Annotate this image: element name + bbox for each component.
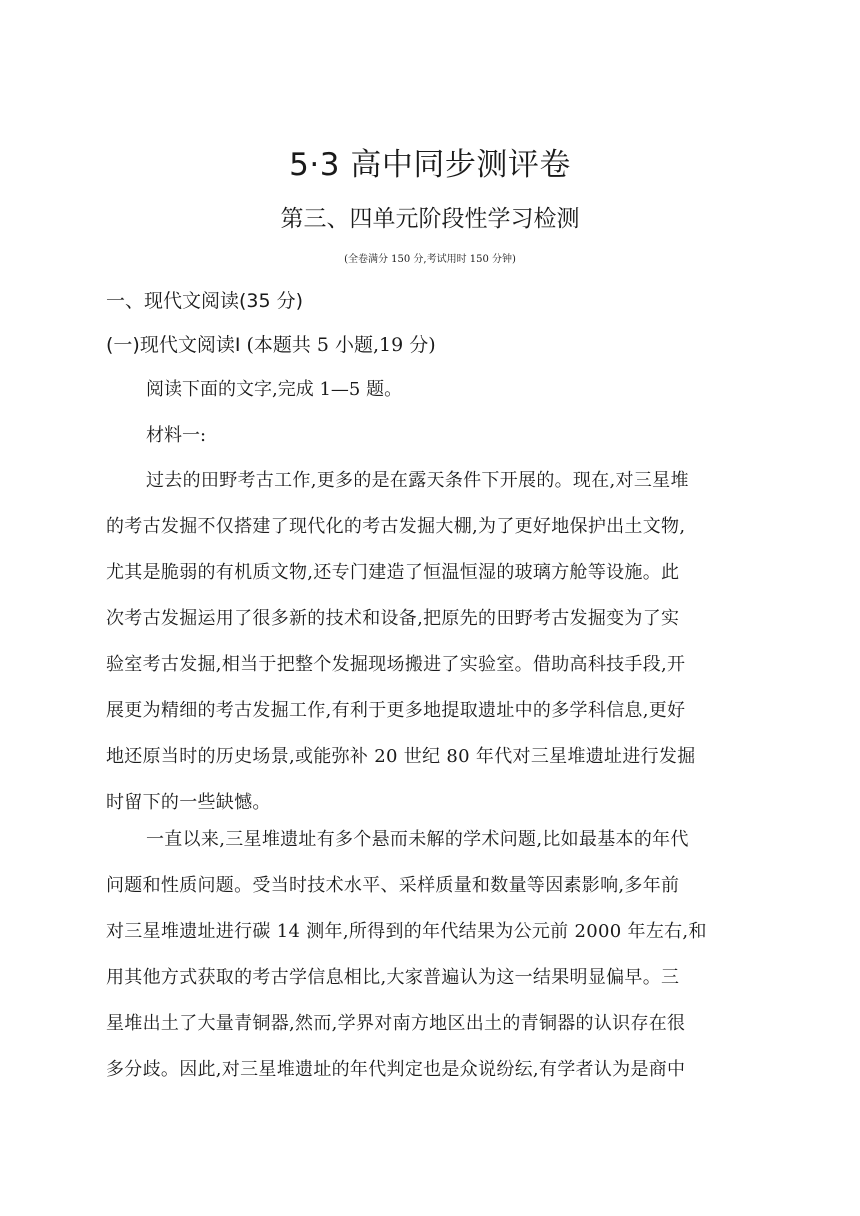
paragraph-line: 星堆出土了大量青铜器,然而,学界对南方地区出土的青铜器的认识存在很 xyxy=(106,1013,686,1034)
page-subtitle: 第三、四单元阶段性学习检测 xyxy=(280,206,580,232)
paragraph-line: 次考古发掘运用了很多新的技术和设备,把原先的田野考古发掘变为了实 xyxy=(106,608,680,629)
part-heading xyxy=(106,328,436,362)
paragraph-line: 的考古发掘不仅搭建了现代化的考古发掘大棚,为了更好地保护出土文物, xyxy=(106,516,686,537)
paragraph-line: 时留下的一些缺憾。 xyxy=(106,792,271,813)
paragraph-line: 地还原当时的历史场景,或能弥补 20 世纪 80 年代对三星堆遗址进行发掘 xyxy=(106,746,696,767)
instruction-text: 阅读下面的文字,完成 1—5 题。 xyxy=(146,379,403,400)
paragraph-line: 多分歧。因此,对三星堆遗址的年代判定也是众说纷纭,有学者认为是商中 xyxy=(106,1059,686,1080)
part-label: (一)现代文阅读Ⅰ xyxy=(106,334,241,356)
paragraph-line: 尤其是脆弱的有机质文物,还专门建造了恒温恒湿的玻璃方舱等设施。此 xyxy=(106,562,680,583)
page-title: 5·3 高中同步测评卷 xyxy=(289,147,571,183)
paragraph-1 xyxy=(106,458,756,826)
paragraph-line: 问题和性质问题。受当时技术水平、采样质量和数量等因素影响,多年前 xyxy=(106,875,680,896)
paragraph-line: 对三星堆遗址进行碳 14 测年,所得到的年代结果为公元前 2000 年左右,和 xyxy=(106,921,707,942)
part-detail: (本题共 5 小题,19 分) xyxy=(246,334,436,356)
paragraph-line: 过去的田野考古工作,更多的是在露天条件下开展的。现在,对三星堆 xyxy=(146,470,689,491)
paragraph-line: 展更为精细的考古发掘工作,有利于更多地提取遗址中的多学科信息,更好 xyxy=(106,700,686,721)
paragraph-2 xyxy=(106,817,756,1093)
paragraph-line: 验室考古发掘,相当于把整个发掘现场搬进了实验室。借助高科技手段,开 xyxy=(106,654,686,675)
exam-note: (全卷满分 150 分,考试用时 150 分钟) xyxy=(344,254,516,265)
section-heading: 一、现代文阅读(35 分) xyxy=(106,290,304,312)
material-label: 材料一: xyxy=(146,425,207,446)
paragraph-line: 一直以来,三星堆遗址有多个悬而未解的学术问题,比如最基本的年代 xyxy=(146,829,689,850)
paragraph-line: 用其他方式获取的考古学信息相比,大家普遍认为这一结果明显偏早。三 xyxy=(106,967,680,988)
